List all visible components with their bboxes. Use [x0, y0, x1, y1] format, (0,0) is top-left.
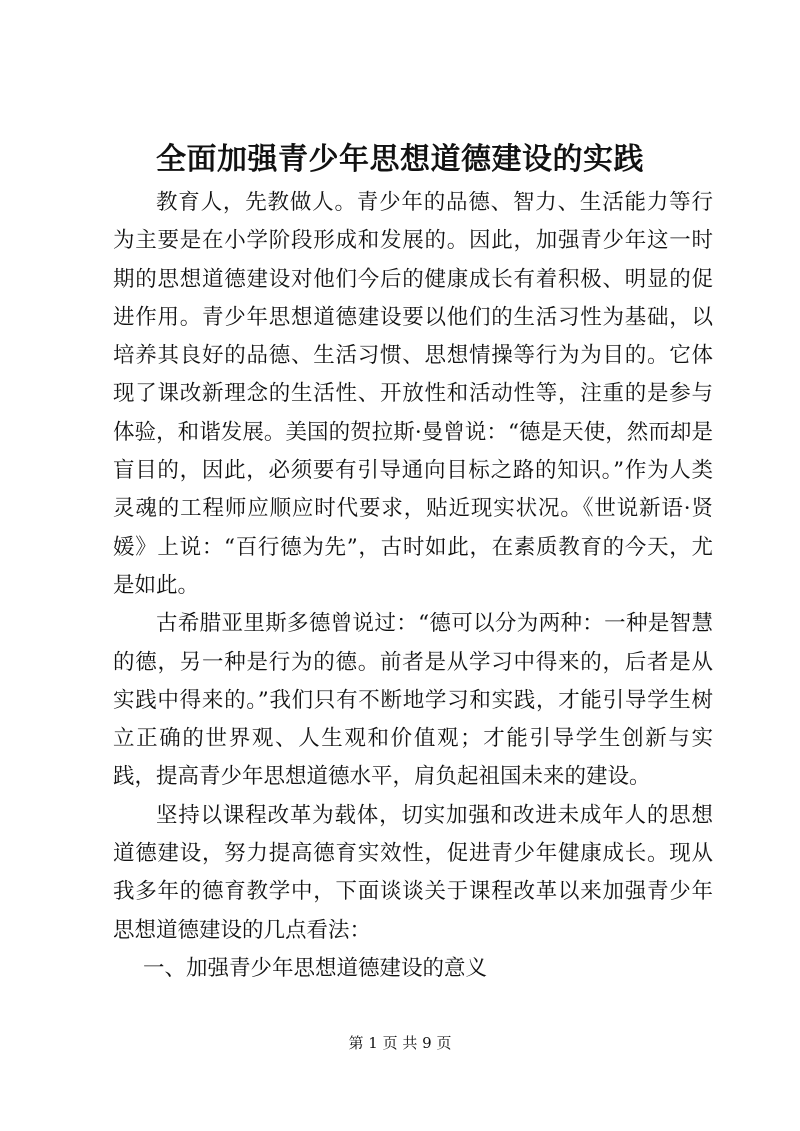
paragraph-1: 教育人，先教做人。青少年的品德、智力、生活能力等行为主要是在小学阶段形成和发展的。因此，加强青少年这一时期的思想道德建设对他们今后的健康成长有着积极、明显的促进作用。青少年思想道德建设要以他们的生活习性为基础，以培养其良好的品德、生活习惯、思想情操等行为为目的。它体现了课改新理念的生活性、开放性和活动性等，注重的是参与体验，和谐发展。美国的贺拉斯·曼曾说：“德是天使，然而却是盲目的，因此，必须要有引导通向目标之路的知识。”作为人类灵魂的工程师应顺应时代要求，贴近现实状况。《世说新语·贤媛》上说：“百行德为先”，古时如此，在素质教育的今天，尤是如此。: [113, 190, 713, 598]
page-number-footer: 第 1 页 共 9 页: [348, 1034, 452, 1052]
paragraph-3: 坚持以课程改革为载体，切实加强和改进未成年人的思想道德建设，努力提高德育实效性，促进青少年健康成长。现从我多年的德育教学中，下面谈谈关于课程改革以来加强青少年思想道德建设的几点看法：: [113, 802, 713, 943]
section-heading: 一、加强青少年思想道德建设的意义: [143, 955, 488, 981]
paragraph-2: 古希腊亚里斯多德曾说过：“德可以分为两种：一种是智慧的德，另一种是行为的德。前者是从学习中得来的，后者是从实践中得来的。”我们只有不断地学习和实践，才能引导学生树立正确的世界观、人生观和价值观；才能引导学生创新与实践，提高青少年思想道德水平，肩负起祖国未来的建设。: [113, 611, 713, 790]
document-title: 全面加强青少年思想道德建设的实践: [156, 142, 644, 177]
document-body: [113, 184, 713, 988]
